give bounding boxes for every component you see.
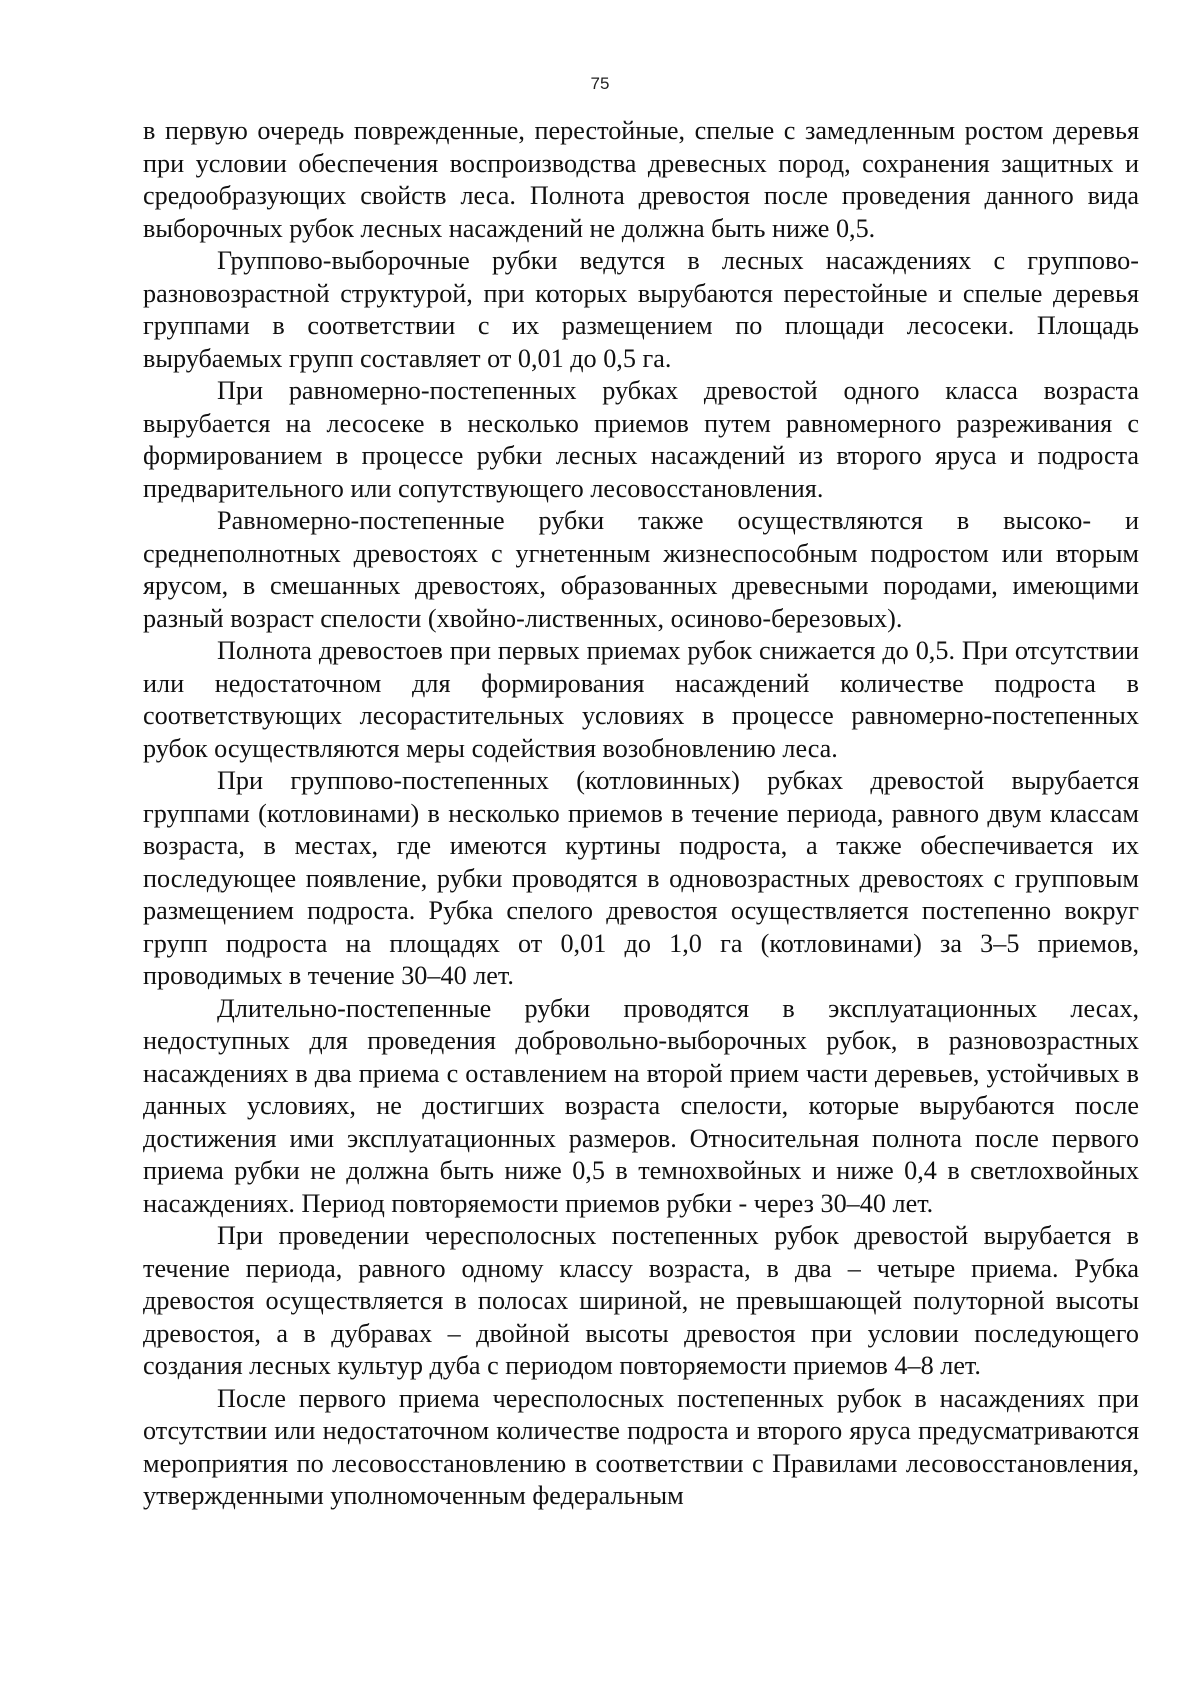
body-text — [143, 115, 1139, 1513]
paragraph-stand-density: Полнота древостоев при первых приемах рубок снижается до 0,5. При отсутствии или недостаточном для формирования насаждений количестве подроста в соответствующих лесорастительных условиях в процессе равномерно-постепенных рубок осуществляются меры содействия возобновлению леса. — [143, 636, 1139, 763]
paragraph-strip-gradual-felling: При проведении чересполосных постепенных рубок древостой вырубается в течение периода, равного одному классу возраста, в два – четыре приема. Рубка древостоя осуществляется в полосах шириной, не превышающей полуторной высоты древостоя, а в дубравах – двойной высоты древостоя при условии последующего создания лесных культур дуба с периодом повторяемости приемов 4–8 лет. — [143, 1221, 1139, 1380]
paragraph-after-first-stage: После первого приема чересполосных постепенных рубок в насаждениях при отсутствии или недостаточном количестве подроста и второго яруса предусматриваются мероприятия по лесовосстановлению в соответствии с Правилами лесовосстановления, утвержденными уполномоченным федеральным — [143, 1383, 1139, 1510]
paragraph-uniform-gradual-conditions: Равномерно-постепенные рубки также осуществляются в высоко- и среднеполнотных древостоях с угнетенным жизнеспособным подростом или вторым ярусом, в смешанных древостоях, образованных древесными породами, имеющими разный возраст спелости (хвойно-лиственных, осиново-березовых). — [143, 506, 1139, 633]
paragraph-group-gradual-felling: При группово-постепенных (котловинных) рубках древостой вырубается группами (котловинами) в несколько приемов в течение периода, равного двум классам возраста, в местах, где имеются куртины подроста, а также обеспечивается их последующее появление, рубки проводятся в одновозрастных древостоях с групповым размещением подроста. Рубка спелого древостоя осуществляется постепенно вокруг групп подроста на площадях от 0,01 до 1,0 га (котловинами) за 3–5 приемов, проводимых в течение 30–40 лет. — [143, 766, 1139, 990]
paragraph-long-gradual-felling: Длительно-постепенные рубки проводятся в эксплуатационных лесах, недоступных для проведения добровольно-выборочных рубок, в разновозрастных насаждениях в два приема с оставлением на второй прием части деревьев, устойчивых в данных условиях, не достигших возраста спелости, которые вырубаются после достижения ими эксплуатационных размеров. Относительная полнота после первого приема рубки не должна быть ниже 0,5 в темнохвойных и ниже 0,4 в светлохвойных насаждениях. Период повторяемости приемов рубки - через 30–40 лет. — [143, 993, 1139, 1218]
page-number: 75 — [590, 74, 610, 93]
paragraph-uniform-gradual-felling: При равномерно-постепенных рубках древостой одного класса возраста вырубается на лесосеке в несколько приемов путем равномерного разреживания с формированием в процессе рубки лесных насаждений из второго яруса и подроста предварительного или сопутствующего лесовосстановления. — [143, 376, 1139, 503]
paragraph-group-selective-felling: Группово-выборочные рубки ведутся в лесных насаждениях с группово-разновозрастной структурой, при которых вырубаются перестойные и спелые деревья группами в соответствии с их размещением по площади лесосеки. Площадь вырубаемых групп составляет от 0,01 до 0,5 га. — [143, 246, 1139, 373]
paragraph-continuation: в первую очередь поврежденные, перестойные, спелые с замедленным ростом деревья при условии обеспечения воспроизводства древесных пород, сохранения защитных и средообразующих свойств леса. Полнота древостоя после проведения данного вида выборочных рубок лесных насаждений не должна быть ниже 0,5. — [143, 116, 1139, 243]
